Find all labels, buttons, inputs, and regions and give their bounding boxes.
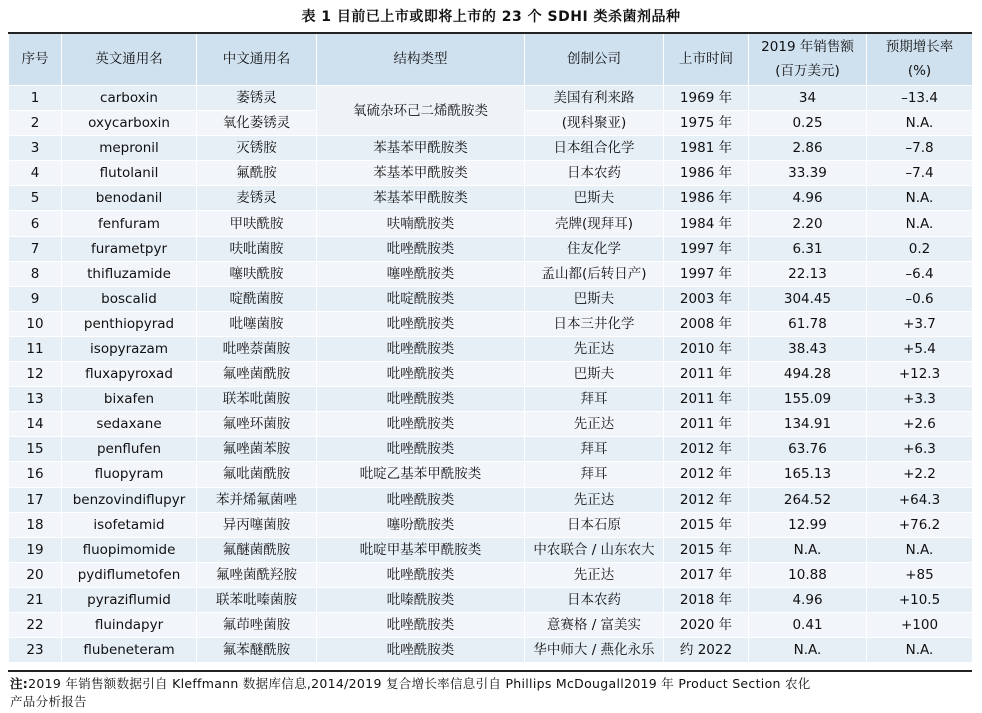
cell-growth: +64.3 — [867, 487, 973, 512]
cell-sales: N.A. — [749, 638, 867, 663]
cell-en-name: fenfuram — [62, 211, 197, 236]
cell-launch-year: 1986 年 — [664, 186, 749, 211]
cell-sales: 4.96 — [749, 587, 867, 612]
cell-launch-year: 2018 年 — [664, 587, 749, 612]
cell-no: 15 — [9, 437, 62, 462]
cell-launch-year: 2020 年 — [664, 612, 749, 637]
cell-growth: –13.4 — [867, 86, 973, 111]
cell-cn-name: 麦锈灵 — [197, 186, 317, 211]
cell-launch-year: 1969 年 — [664, 86, 749, 111]
table-row — [9, 387, 973, 412]
cell-company: 日本石原 — [525, 512, 664, 537]
cell-cn-name: 氟唑环菌胺 — [197, 412, 317, 437]
cell-company: 巴斯夫 — [525, 286, 664, 311]
cell-growth: +6.3 — [867, 437, 973, 462]
cell-en-name: pyraziflumid — [62, 587, 197, 612]
cell-cn-name: 氟唑菌酰羟胺 — [197, 562, 317, 587]
cell-launch-year: 1997 年 — [664, 261, 749, 286]
cell-cn-name: 呋吡菌胺 — [197, 236, 317, 261]
cell-company: 日本组合化学 — [525, 136, 664, 161]
cell-cn-name: 氟酰胺 — [197, 161, 317, 186]
cell-structure: 吡唑酰胺类 — [317, 236, 525, 261]
cell-company: 巴斯夫 — [525, 362, 664, 387]
header-sales — [749, 33, 867, 86]
cell-structure: 噻唑酰胺类 — [317, 261, 525, 286]
header-growth — [867, 33, 973, 86]
cell-company: 先正达 — [525, 487, 664, 512]
header-no: 序号 — [9, 33, 62, 86]
table-row — [9, 362, 973, 387]
cell-company: 日本农药 — [525, 587, 664, 612]
cell-launch-year: 2012 年 — [664, 487, 749, 512]
table-row — [9, 311, 973, 336]
cell-sales: 33.39 — [749, 161, 867, 186]
cell-structure: 苯基苯甲酰胺类 — [317, 161, 525, 186]
cell-growth: N.A. — [867, 186, 973, 211]
cell-growth: –6.4 — [867, 261, 973, 286]
cell-launch-year: 2015 年 — [664, 537, 749, 562]
cell-no: 11 — [9, 336, 62, 361]
cell-structure: 吡嗪酰胺类 — [317, 587, 525, 612]
cell-sales: 22.13 — [749, 261, 867, 286]
cell-no: 7 — [9, 236, 62, 261]
cell-company: 美国有利来路 — [525, 86, 664, 111]
table-title: 表 1 目前已上市或即将上市的 23 个 SDHI 类杀菌剂品种 — [301, 9, 681, 25]
cell-no: 13 — [9, 387, 62, 412]
cell-no: 2 — [9, 111, 62, 136]
cell-sales: 264.52 — [749, 487, 867, 512]
cell-company: 拜耳 — [525, 387, 664, 412]
table-row — [9, 512, 973, 537]
cell-en-name: isopyrazam — [62, 336, 197, 361]
cell-no: 8 — [9, 261, 62, 286]
header-row — [9, 33, 973, 86]
cell-no: 18 — [9, 512, 62, 537]
cell-en-name: isofetamid — [62, 512, 197, 537]
cell-structure: 吡啶乙基苯甲酰胺类 — [317, 462, 525, 487]
cell-growth: –0.6 — [867, 286, 973, 311]
table-row — [9, 186, 973, 211]
cell-company: 壳牌(现拜耳) — [525, 211, 664, 236]
cell-en-name: flubeneteram — [62, 638, 197, 663]
cell-growth: +100 — [867, 612, 973, 637]
cell-sales: 165.13 — [749, 462, 867, 487]
cell-launch-year: 2008 年 — [664, 311, 749, 336]
cell-sales: N.A. — [749, 537, 867, 562]
table-row — [9, 286, 973, 311]
cell-growth: +76.2 — [867, 512, 973, 537]
cell-launch-year: 1975 年 — [664, 111, 749, 136]
cell-growth: +3.7 — [867, 311, 973, 336]
cell-structure: 吡唑酰胺类 — [317, 311, 525, 336]
cell-en-name: benodanil — [62, 186, 197, 211]
cell-structure: 吡唑酰胺类 — [317, 612, 525, 637]
cell-en-name: flutolanil — [62, 161, 197, 186]
cell-company: 意赛格 / 富美实 — [525, 612, 664, 637]
cell-no: 6 — [9, 211, 62, 236]
cell-structure: 吡唑酰胺类 — [317, 638, 525, 663]
cell-sales: 63.76 — [749, 437, 867, 462]
cell-no: 3 — [9, 136, 62, 161]
header-launch: 上市时间 — [664, 33, 749, 86]
cell-launch-year: 约 2022 — [664, 638, 749, 663]
cell-growth: +2.6 — [867, 412, 973, 437]
cell-cn-name: 氟茚唑菌胺 — [197, 612, 317, 637]
cell-growth: –7.4 — [867, 161, 973, 186]
cell-en-name: oxycarboxin — [62, 111, 197, 136]
cell-cn-name: 联苯吡嗪菌胺 — [197, 587, 317, 612]
cell-no: 21 — [9, 587, 62, 612]
cell-launch-year: 2010 年 — [664, 336, 749, 361]
cell-growth: +5.4 — [867, 336, 973, 361]
cell-en-name: fluopimomide — [62, 537, 197, 562]
cell-cn-name: 啶酰菌胺 — [197, 286, 317, 311]
table-row — [9, 612, 973, 637]
cell-growth: +85 — [867, 562, 973, 587]
cell-cn-name: 氟唑菌酰胺 — [197, 362, 317, 387]
cell-sales: 2.20 — [749, 211, 867, 236]
cell-en-name: bixafen — [62, 387, 197, 412]
cell-cn-name: 甲呋酰胺 — [197, 211, 317, 236]
table-row — [9, 412, 973, 437]
cell-cn-name: 氟吡菌酰胺 — [197, 462, 317, 487]
cell-launch-year: 1984 年 — [664, 211, 749, 236]
table-row — [9, 136, 973, 161]
cell-sales: 10.88 — [749, 562, 867, 587]
cell-launch-year: 2012 年 — [664, 437, 749, 462]
cell-sales: 304.45 — [749, 286, 867, 311]
table-row — [9, 211, 973, 236]
cell-cn-name: 噻呋酰胺 — [197, 261, 317, 286]
header-en-name: 英文通用名 — [62, 33, 197, 86]
table-body — [9, 86, 973, 663]
table-row — [9, 587, 973, 612]
cell-en-name: pydiflumetofen — [62, 562, 197, 587]
cell-structure: 呋喃酰胺类 — [317, 211, 525, 236]
cell-company: 巴斯夫 — [525, 186, 664, 211]
table-row — [9, 336, 973, 361]
cell-no: 17 — [9, 487, 62, 512]
header-sales-line2: (百万美元) — [775, 63, 840, 79]
cell-structure: 吡唑酰胺类 — [317, 412, 525, 437]
cell-sales: 4.96 — [749, 186, 867, 211]
table-row — [9, 261, 973, 286]
cell-growth: N.A. — [867, 638, 973, 663]
cell-sales: 494.28 — [749, 362, 867, 387]
cell-en-name: furametpyr — [62, 236, 197, 261]
table-row — [9, 537, 973, 562]
cell-en-name: thifluzamide — [62, 261, 197, 286]
cell-no: 10 — [9, 311, 62, 336]
cell-no: 14 — [9, 412, 62, 437]
table-row — [9, 638, 973, 663]
cell-company: 孟山都(后转日产) — [525, 261, 664, 286]
cell-launch-year: 1997 年 — [664, 236, 749, 261]
cell-growth: +10.5 — [867, 587, 973, 612]
cell-sales: 6.31 — [749, 236, 867, 261]
cell-growth: N.A. — [867, 537, 973, 562]
cell-structure: 噻吩酰胺类 — [317, 512, 525, 537]
cell-structure: 吡唑酰胺类 — [317, 562, 525, 587]
cell-en-name: sedaxane — [62, 412, 197, 437]
cell-structure: 苯基苯甲酰胺类 — [317, 186, 525, 211]
note-label: 注: — [10, 676, 29, 691]
cell-growth: +12.3 — [867, 362, 973, 387]
cell-launch-year: 1986 年 — [664, 161, 749, 186]
cell-no: 4 — [9, 161, 62, 186]
header-growth-line1: 预期增长率 — [885, 39, 954, 55]
table-row — [9, 462, 973, 487]
cell-growth: N.A. — [867, 111, 973, 136]
cell-structure: 吡唑酰胺类 — [317, 336, 525, 361]
cell-cn-name: 氟唑菌苯胺 — [197, 437, 317, 462]
table-note — [10, 675, 974, 711]
cell-structure: 吡唑酰胺类 — [317, 487, 525, 512]
cell-cn-name: 吡噻菌胺 — [197, 311, 317, 336]
cell-sales: 34 — [749, 86, 867, 111]
cell-sales: 0.41 — [749, 612, 867, 637]
cell-launch-year: 2012 年 — [664, 462, 749, 487]
cell-sales: 38.43 — [749, 336, 867, 361]
cell-cn-name: 氟醚菌酰胺 — [197, 537, 317, 562]
cell-en-name: fluxapyroxad — [62, 362, 197, 387]
cell-company: 住友化学 — [525, 236, 664, 261]
cell-cn-name: 氧化萎锈灵 — [197, 111, 317, 136]
table-row — [9, 161, 973, 186]
cell-sales: 155.09 — [749, 387, 867, 412]
cell-growth: +3.3 — [867, 387, 973, 412]
table-row — [9, 86, 973, 111]
cell-structure: 吡唑酰胺类 — [317, 387, 525, 412]
cell-launch-year: 2011 年 — [664, 387, 749, 412]
cell-en-name: boscalid — [62, 286, 197, 311]
header-sales-line1: 2019 年销售额 — [761, 39, 854, 55]
cell-company: 拜耳 — [525, 462, 664, 487]
table-row — [9, 437, 973, 462]
cell-launch-year: 2015 年 — [664, 512, 749, 537]
cell-structure: 吡啶酰胺类 — [317, 286, 525, 311]
cell-en-name: penflufen — [62, 437, 197, 462]
cell-no: 19 — [9, 537, 62, 562]
header-growth-line2: (%) — [907, 63, 932, 79]
cell-no: 5 — [9, 186, 62, 211]
table-row — [9, 236, 973, 261]
cell-growth: N.A. — [867, 211, 973, 236]
cell-no: 20 — [9, 562, 62, 587]
sdhi-table — [8, 32, 973, 663]
header-structure: 结构类型 — [317, 33, 525, 86]
cell-cn-name: 氟苯醚酰胺 — [197, 638, 317, 663]
cell-company: (现科聚亚) — [525, 111, 664, 136]
table-row — [9, 487, 973, 512]
note-line2: 产品分析报告 — [10, 694, 87, 709]
cell-structure: 吡唑酰胺类 — [317, 362, 525, 387]
table-row — [9, 562, 973, 587]
cell-company: 中农联合 / 山东农大 — [525, 537, 664, 562]
cell-launch-year: 2011 年 — [664, 362, 749, 387]
cell-sales: 0.25 — [749, 111, 867, 136]
cell-no: 1 — [9, 86, 62, 111]
cell-no: 16 — [9, 462, 62, 487]
cell-cn-name: 萎锈灵 — [197, 86, 317, 111]
header-cn-name: 中文通用名 — [197, 33, 317, 86]
cell-company: 华中师大 / 燕化永乐 — [525, 638, 664, 663]
cell-cn-name: 异丙噻菌胺 — [197, 512, 317, 537]
cell-cn-name: 吡唑萘菌胺 — [197, 336, 317, 361]
cell-en-name: fluopyram — [62, 462, 197, 487]
cell-sales: 2.86 — [749, 136, 867, 161]
cell-company: 日本三井化学 — [525, 311, 664, 336]
cell-launch-year: 2011 年 — [664, 412, 749, 437]
cell-structure: 氧硫杂环己二烯酰胺类 — [317, 86, 525, 136]
cell-company: 日本农药 — [525, 161, 664, 186]
cell-company: 先正达 — [525, 562, 664, 587]
cell-company: 先正达 — [525, 412, 664, 437]
cell-en-name: carboxin — [62, 86, 197, 111]
cell-sales: 61.78 — [749, 311, 867, 336]
cell-cn-name: 灭锈胺 — [197, 136, 317, 161]
cell-launch-year: 2003 年 — [664, 286, 749, 311]
cell-cn-name: 联苯吡菌胺 — [197, 387, 317, 412]
cell-en-name: benzovindiflupyr — [62, 487, 197, 512]
cell-no: 12 — [9, 362, 62, 387]
cell-growth: +2.2 — [867, 462, 973, 487]
cell-growth: –7.8 — [867, 136, 973, 161]
cell-company: 拜耳 — [525, 437, 664, 462]
cell-launch-year: 2017 年 — [664, 562, 749, 587]
table-top-rule — [8, 32, 972, 34]
cell-en-name: penthiopyrad — [62, 311, 197, 336]
cell-growth: 0.2 — [867, 236, 973, 261]
cell-sales: 12.99 — [749, 512, 867, 537]
cell-structure: 苯基苯甲酰胺类 — [317, 136, 525, 161]
cell-en-name: fluindapyr — [62, 612, 197, 637]
note-line1: 2019 年销售额数据引自 Kleffmann 数据库信息,2014/2019 复合增长率信息引自 Phillips McDougall2019 年 Product Section 农化 — [28, 676, 811, 691]
cell-cn-name: 苯并烯氟菌唑 — [197, 487, 317, 512]
table-bottom-rule — [8, 670, 972, 672]
cell-launch-year: 1981 年 — [664, 136, 749, 161]
cell-no: 23 — [9, 638, 62, 663]
cell-no: 9 — [9, 286, 62, 311]
cell-sales: 134.91 — [749, 412, 867, 437]
cell-en-name: mepronil — [62, 136, 197, 161]
cell-company: 先正达 — [525, 336, 664, 361]
cell-structure: 吡唑酰胺类 — [317, 437, 525, 462]
header-company: 创制公司 — [525, 33, 664, 86]
cell-no: 22 — [9, 612, 62, 637]
cell-structure: 吡啶甲基苯甲酰胺类 — [317, 537, 525, 562]
